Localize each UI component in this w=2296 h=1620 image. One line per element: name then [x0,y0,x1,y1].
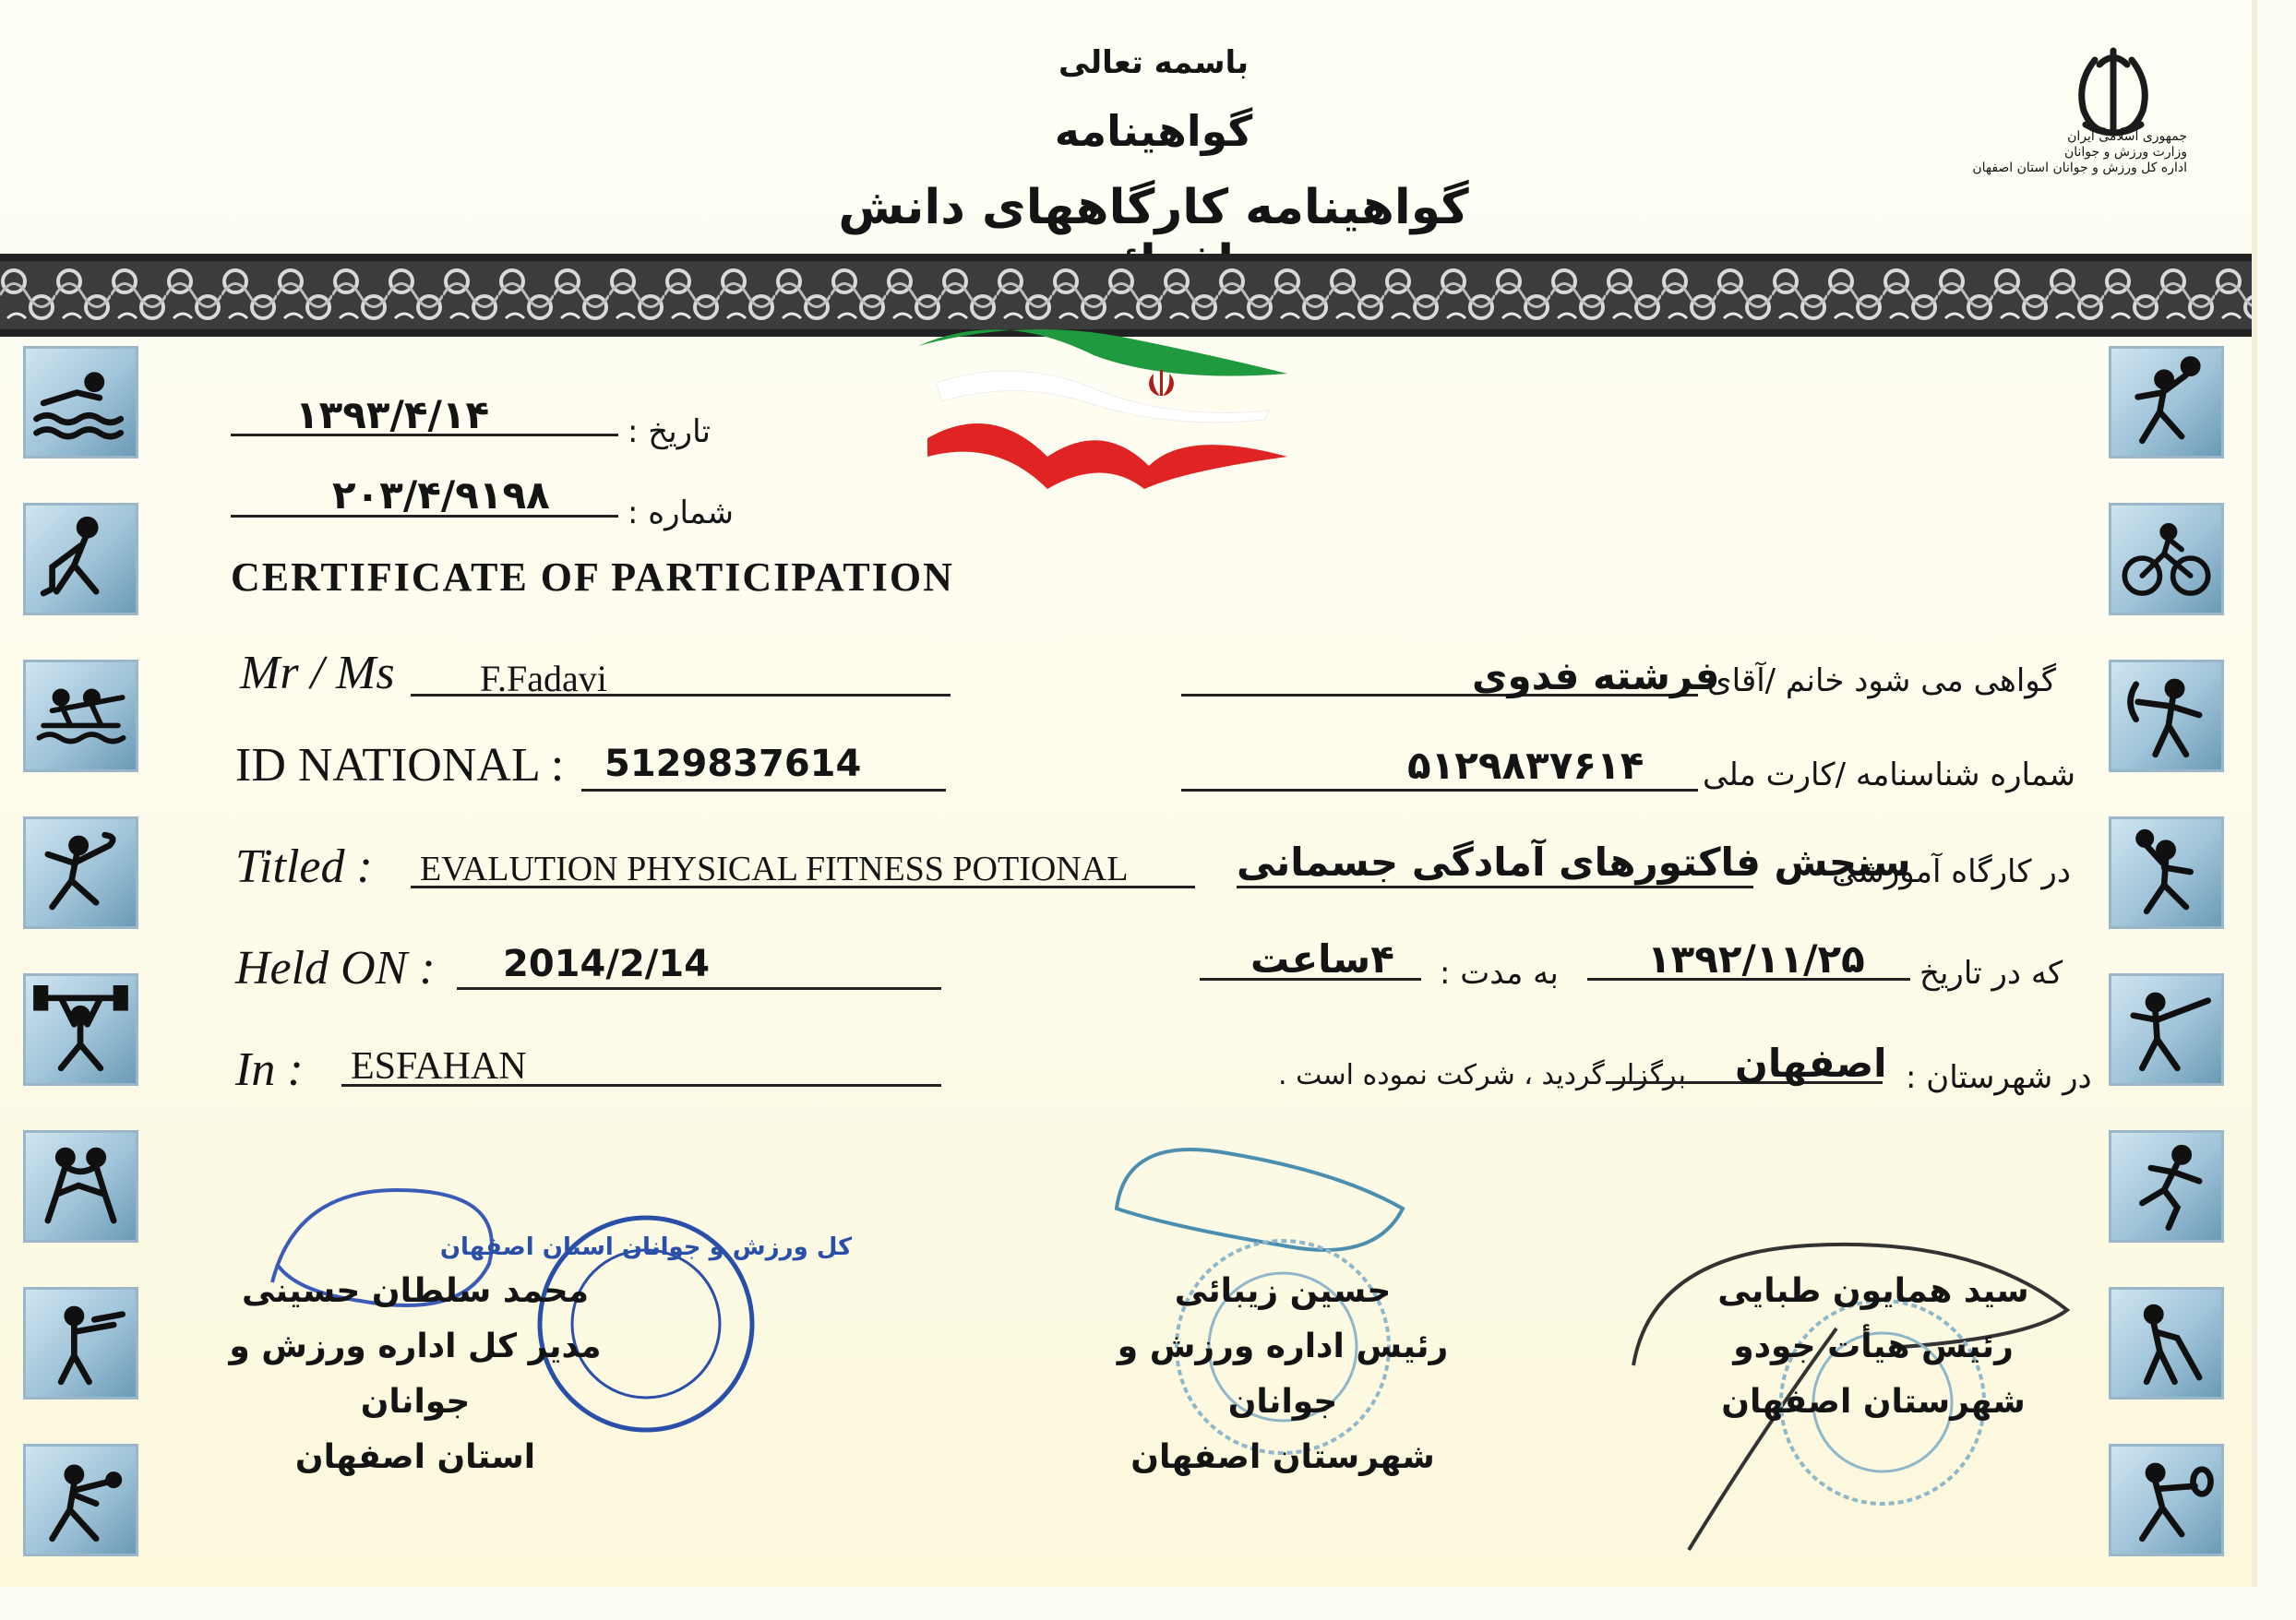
titled-label-en: Titled : [235,840,373,893]
titled-value-en: EVALUTION PHYSICAL FITNESS POTIONAL [420,850,1129,888]
name-value-en: F.Fadavi [480,658,607,699]
city-head-name: حسین زیبائی [1174,1272,1392,1310]
date-value: ۱۳۹۳/۴/۱۴ [295,392,490,437]
emblem-line-3: اداره کل ورزش و جوانان استان اصفهان [1972,161,2187,175]
emblem-line-1: جمهوری اسلامی ایران [2067,129,2187,144]
id-value-en: 5129837614 [604,743,862,785]
held-label-fa: که در تاریخ [1919,955,2063,992]
judo-head-place: شهرستان اصفهان [1721,1383,2026,1421]
number-label: شماره : [628,494,734,531]
flag-logo-icon [909,318,1297,503]
held-label-en: Held ON : [235,942,436,995]
wrestling-icon [23,1130,138,1243]
signature-block-director [175,1264,655,1485]
boxing-icon [23,1444,138,1556]
in-en-underline [341,1084,941,1087]
certificate-subheading: گواهینامه کارگاههای دانش [838,180,1469,235]
name-en-underline [411,694,951,697]
tennis-icon [2109,1444,2224,1556]
city-head-place: شهرستان اصفهان [1130,1438,1435,1476]
handball-icon [2109,816,2224,929]
rowing-icon [23,660,138,772]
cycling-icon [2109,503,2224,615]
weightlifting-icon [23,973,138,1086]
duration-label-fa: به مدت : [1440,955,1559,992]
titled-value-fa: سنجش فاکتورهای آمادگی جسمانی [1237,840,1911,885]
signature-block-city-head [1061,1264,1504,1485]
id-fa-underline [1181,789,1698,792]
certificate-title: CERTIFICATE OF PARTICIPATION [231,554,954,600]
in-label-fa: در شهرستان : [1906,1059,2092,1096]
signature-block-judo-head [1698,1264,2049,1430]
running-icon [2109,1130,2224,1243]
certificate-heading: گواهینامه [1054,106,1253,156]
archery-icon [2109,660,2224,772]
judo-head-name: سید همایون طبایی [1717,1272,2029,1310]
volleyball-icon [2109,346,2224,459]
name-value-fa: فرشته فدوی [1472,653,1720,698]
swimming-icon [23,346,138,459]
titled-en-underline [411,886,1195,888]
held-value-fa: ۱۳۹۲/۱۱/۲۵ [1647,936,1865,982]
emblem-caption [1966,129,2187,176]
city-head-role: رئیس اداره ورزش و جوانان [1117,1328,1449,1421]
number-value: ۲۰۳/۴/۹۱۹۸ [332,472,550,518]
judo-head-role: رئیس هیأت جودو [1733,1328,2014,1365]
director-name: محمد سلطان حسینی [241,1272,590,1310]
in-suffix-fa: برگزار گردید ، شرکت نموده است . [1278,1059,1686,1091]
shooting-icon [23,1287,138,1400]
in-value-en: ESFAHAN [351,1045,527,1088]
in-value-fa: اصفهان [1735,1041,1887,1086]
id-value-fa: ۵۱۲۹۸۳۷۶۱۴ [1407,743,1644,788]
held-value-en: 2014/2/14 [503,943,711,985]
duration-value-fa: ۴ساعت [1250,936,1394,982]
name-label-fa: گواهی می شود خانم /آقای [1707,662,2057,699]
invocation-text: باسمه تعالی [1058,44,1250,81]
id-en-underline [581,789,946,792]
held-en-underline [457,987,941,990]
emblem-line-2: وزارت ورزش و جوانان [2063,145,2187,160]
name-label-en: Mr / Ms [240,647,395,699]
rhythmic-gymnastics-icon [23,816,138,929]
titled-label-fa: در کارگاه آموزشی [1832,853,2071,890]
duration-underline [1200,978,1421,981]
director-place: استان اصفهان [294,1438,536,1476]
director-role: مدیر کل اداره ورزش و جوانان [229,1328,602,1421]
fencing-icon [2109,973,2224,1086]
stamp-text: کل ورزش و جوانان استان اصفهان [439,1233,853,1261]
in-label-en: In : [235,1043,304,1096]
hockey-icon [23,503,138,615]
date-label: تاریخ : [628,413,711,450]
titled-fa-underline [1237,886,1753,888]
id-label-fa: شماره شناسنامه /کارت ملی [1703,756,2076,793]
id-label-en: ID NATIONAL : [235,739,565,792]
held-fa-underline [1587,978,1910,981]
golf-icon [2109,1287,2224,1400]
